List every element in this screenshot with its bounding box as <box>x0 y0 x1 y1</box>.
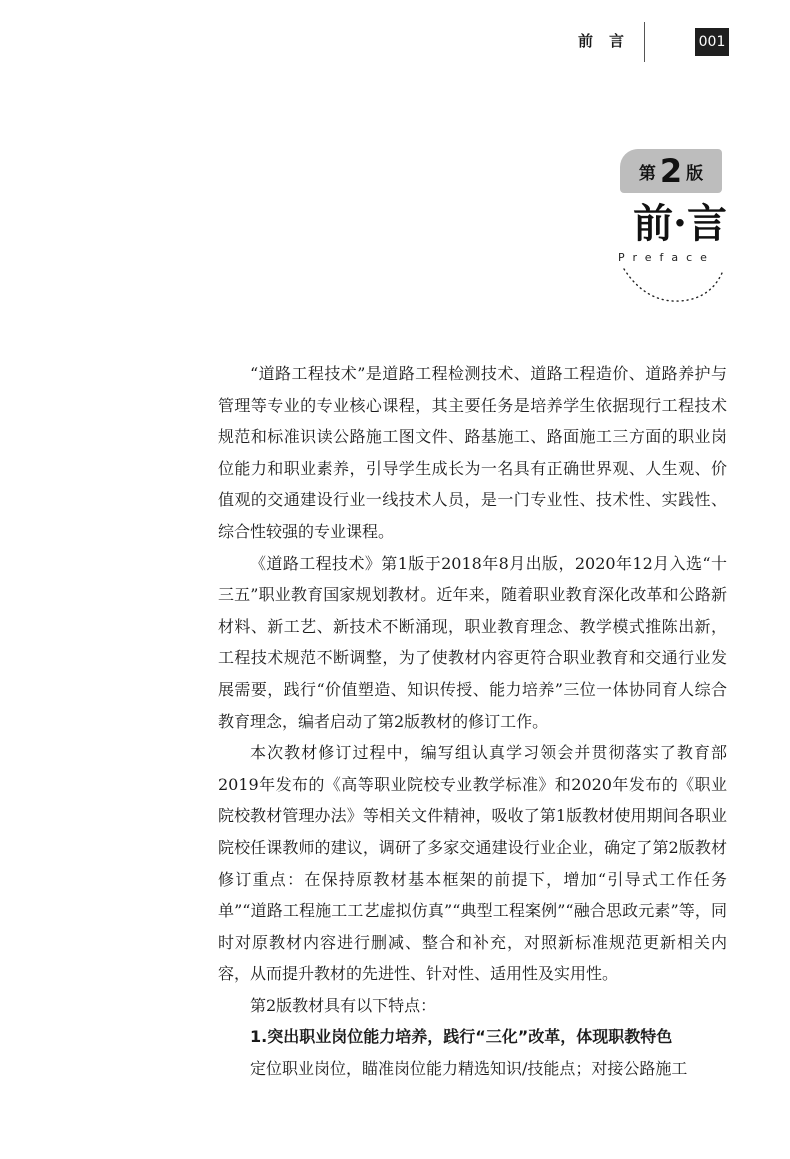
preface-body <box>218 358 727 1085</box>
chapter-title: 前·言 <box>633 200 727 247</box>
edition-number: 2 <box>659 152 683 190</box>
paragraph-5: 定位职业岗位，瞄准岗位能力精选知识/技能点；对接公路施工 <box>250 1059 688 1079</box>
chapter-subtitle: Preface <box>618 251 715 264</box>
running-title: 前言 <box>578 32 641 50</box>
paragraph-3: 本次教材修订过程中，编写组认真学习领会并贯彻落实了教育部2019年发布的《高等职业院校专业教学标准》和2020年发布的《职业院校教材管理办法》等相关文件精神，吸收了第1版教材使用期间各职业院校任课教师的建议，调研了多家交通建设行业企业，确定了第2版教材修订重点：在保持原教材基本框架的前提下，增加“引导式工作任务单”“道路工程施工工艺虚拟仿真”“典型工程案例”“融合思政元素”等，同时对原教材内容进行删减、整合和补充，对照新标准规范更新相关内容，从而提升教材的先进性、针对性、适用性及实用性。 <box>218 743 727 984</box>
dotted-arc-ornament <box>618 263 730 307</box>
header-divider <box>644 22 645 62</box>
paragraph-1: “道路工程技术”是道路工程检测技术、道路工程造价、道路养护与管理等专业的专业核心课程，其主要任务是培养学生依据现行工程技术规范和标准识读公路施工图文件、路基施工、路面施工三方面的职业岗位能力和职业素养，引导学生成长为一名具有正确世界观、人生观、价值观的交通建设行业一线技术人员，是一门专业性、技术性、实践性、综合性较强的专业课程。 <box>218 364 727 541</box>
edition-prefix: 第 <box>638 163 656 184</box>
section-heading-1: 1.突出职业岗位能力培养，践行“三化”改革，体现职教特色 <box>250 1027 673 1047</box>
edition-suffix: 版 <box>686 163 704 184</box>
page-number: 001 <box>695 28 729 56</box>
paragraph-2: 《道路工程技术》第1版于2018年8月出版，2020年12月入选“十三五”职业教育国家规划教材。近年来，随着职业教育深化改革和公路新材料、新工艺、新技术不断涌现，职业教育理念、教学模式推陈出新，工程技术规范不断调整，为了使教材内容更符合职业教育和交通行业发展需要，践行“价值塑造、知识传授、能力培养”三位一体协同育人综合教育理念，编者启动了第2版教材的修订工作。 <box>218 553 727 731</box>
paragraph-4: 第2版教材具有以下特点： <box>250 995 437 1015</box>
edition-badge <box>620 149 722 193</box>
